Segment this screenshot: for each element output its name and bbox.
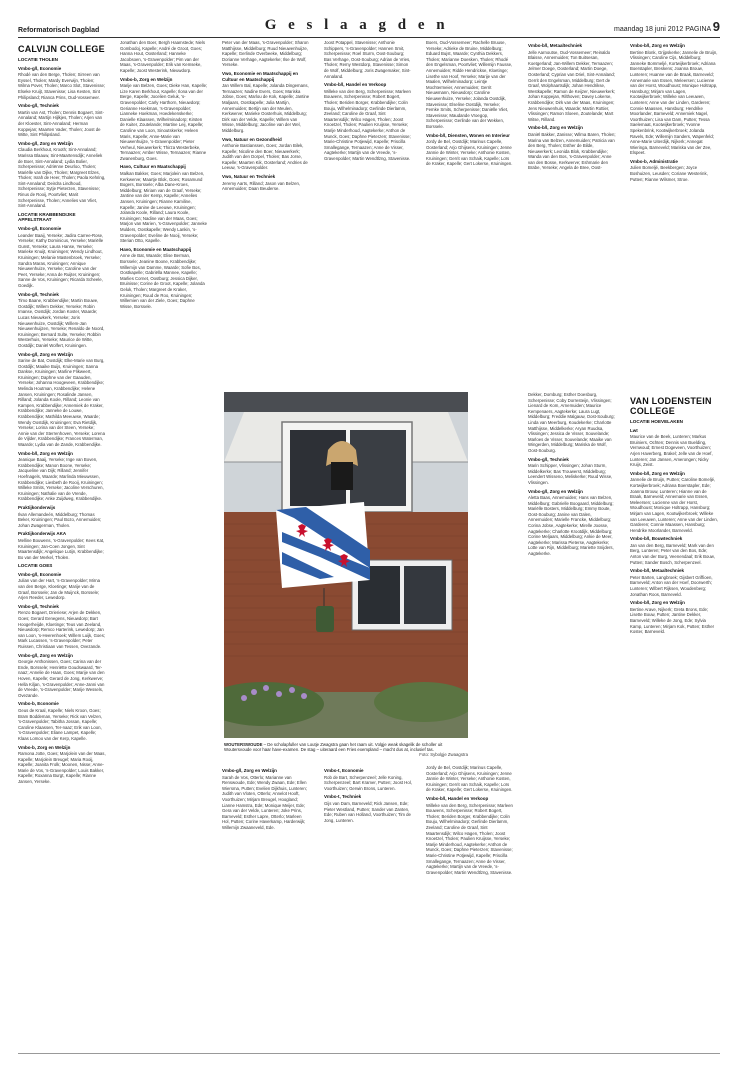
school-title-calvijn: CALVIJN COLLEGE [18, 44, 105, 54]
track-heading: Vmbo-b/l, Handel en Verkoop [426, 795, 489, 801]
track-heading: Vmbo-b/l, Metaaltechniek [630, 568, 685, 574]
name-list: Bertine Arave, Nijkerk; Greta Brons, Ede; Lisette Bouw, Putten; Jantine Dekker, Barneveld; Willeke de Jong, Ede; Sylvia Kamp, Lunteren; Mirjam Kok, Putten; Esther Koster, Barneveld. [630, 606, 715, 635]
name-list: Anne de Bat, Waarde; Elise Berman, Borssele; Jeanine Boone, Krabbendijke; Willemijn van Damme, Waarde; Sofie Bos, Oostkapelle; Gabriëlla Mannee, Kapelle; Marlies Cornet, Oostburg; Jessica Dijker, Bruinisse; Corine de Groot, Kapelle; Jolanda Geluk, Tholen; Margreet de Kraker, Kruiningen; Ruud de Roo, Kruiningen; Willemien van der Ziele, Goes; Daphne Wisse, Borssele. [120, 253, 205, 309]
column-6 [528, 40, 616, 385]
name-list: Julian van der Hart, 's-Gravenpolder; Mirna van den Berge, Kloetinge; Marije van de Graaf, Borssele; Jan de Muijnck, Borssele; Arjen Reeder, Lewedorp. [18, 578, 101, 601]
track-heading: Vmbo-g/l, Techniek [18, 603, 59, 609]
track-heading: Vmbo-g/l, Zorg en Welzijn [222, 768, 277, 773]
column-4 [324, 40, 412, 385]
track-heading: Vmbo-b/l, Handel en Verkoop [324, 82, 387, 88]
track-heading: Vmbo-b/l, Diensten, Wonen en Interieur [426, 132, 510, 138]
name-list: Anthonie Bastianssen, Goes; Jordan Bilek, Kapelle; Nicoline den Boer, Nieuwerkerk; Judith van den Dorpel, Tholen; Bas Jorse, Kapelle; Maarten Kik, Oosterland; Andries de Leeuw, 's-Gravenpolder. [222, 143, 308, 171]
name-list: Jeremy Aarts, Rilland; Jason van Belzen, Annemuiden; Daan Beuderse. [222, 180, 301, 192]
name-list: Jelle Aarnoutse, Oud-Vossemeer; Reinaldo Blaisse, Annemuiden; Ton Buitsesan, Koetgerland; Jan-Willem Dekker, Ternaazen; Jelmer Doege, Oosterland; Martin Doege, Oosterland; Cyprian van Driel, Sint-Annaland; Gerrit den Engelsman, Middelburg; Gert de Graaf, Wolphaartsdijk; Johan Hendrikse, Westkapelle; Ramon de Keijzer, Nieuwerkerk; Johan Koppejan, Rilthoven; Davey Lokerse, Krabbendijke; Dirk van der Maas, Kruiningen; Jens Nieuwenhuis, Waarde; Martin Rottier, Vlissingen; Ramon Sloeen, Zoutelande; Mart Witse, Rilland. [528, 49, 616, 122]
name-list: Dekker, Domburg; Esther Doesburg, Scherpenisse; Coby Dorresteijn, Vlissingen; Lienard de Kom, Arnemuiden; Maurice Kempenaers, Aagtekerke; Laura Lugt, Middelburg; Freddie Malgauw, Oost-Souburg; Linda van Meerburg, Koudekerke; Charlotte Matthijsse, Middelkerke; Aryan Ruudsa, Vlissingen; Jessica de Visser, Souvelande; Marloes de Visser, Souvelande; Maaike van Wingerden, Middelburg; Mariska de Wolf, Oost-Souburg. [528, 392, 615, 453]
name-list: Claudia Berkhout, Krooth; Sint-Annaland; Marissa Blaauw, Sint-Maartensdijk; Anneliek de Boer, Sint-Annaland; Lydia Bolier, Scherpenisse; Adriënne Deurloo, Tholen; Mariëlle van Dijke, Tholen; Margreet Elzes, Tholen; Israh de Heer, Tholen; Paola Kehring, Sint-Annaland; Deirdra Lindhoud, Scherpenisse; Sytje Pieterzen, Stavenisse; Rinus de Rooij, Poortvliet; Marit Scherpenisse, Tholen; Annelies van Vliet, Sint-Annaland. [18, 147, 106, 209]
name-list: Melline Bouwens, 's-Gravenpolder; Kees Kat, Kruiningen; Jan-Coen Jongen, Sint Maartensdijk; Angelique Lutijn, Krabbendijke; Bo van der Merkel, Tholen. [18, 537, 105, 560]
page-date [614, 19, 720, 34]
photo-credit: Foto: Sybolgje Zwaagstra [419, 752, 468, 758]
column-3b [222, 765, 310, 1050]
column-3 [222, 40, 310, 385]
track-heading: Vwo, Economie en Maatschappij en Cultuur en Maatschappij [222, 70, 299, 82]
name-list: Julien Bomeljé, Beekbergen; Joyce Boshuizen, Leusden; Coriane Westerink, Putten; Rianne Wilsmer, Stroe. [630, 165, 708, 182]
track-heading: Vmbo-b/l, Metaaltechniek [528, 43, 583, 48]
date-text: maandag 18 juni 2012 PAGINA [614, 26, 711, 33]
name-list: Jannelie de Bruijn, Putten; Caroline Bomeljé, Kortwijkerbroek; Adriana Boerstapler, Ede; Joanna Brouw, Lunteren; Hianne van de Braak, Barneveld; Annemarie van Essen, Meleersen; Lucienne van der Horst, Woudhoust; Monique Holtrapp, Hansburg; Mirjam van Lagen, Kootwijkerbroek; Willeke van Leeuwen, Lunteren; Anne van der Linden, Garderen; Connie Maassen, Hansburg; Hendrike Moorlander, Barneveld. [630, 477, 718, 533]
name-list: Maurice van de Beek, Lunteren; Markus Bruiniers, Ochten; Dennis van Buelding, Vernwoud; Ernest Dogeveen, Voorthuizen; Arjen Haverberg, Brakel; Jelle van de Hoef, Lunteren; Jan Jansen, Amerongen; Nicky Kruijs, Zeist. [630, 434, 713, 468]
track-heading: Vmbo-b, Administratie [630, 158, 678, 164]
name-list: Sarine de Bat, Oostdijk; Elke-Marie van Burg, Oostdijk; Maaike Buijs, Kruiningen; Sanna Dankse, Kruiningen; Marline Flikweert, Kruiningen; Daphne van der Gaauden, Yerseke; Johanna Hoogeveen, Krabbendijke; Melinda Houtman, Krabbendijke; Helene Jansen, Kruiningen; Rosalinde Jansen, Rilland; Jolanda Koole, Rilland; Leonie van Kampen, Krabbendijke; Annemiek de Kraker, Krabbendijke; Janneke de Louwe, Krabbendijke; Mathilda Meeuwse, Waarde; Wendy Oostdijk, Kruiningen; Eva Rietdijk, Yerseke; Lorina van der Steen, Yerseke; Annie van der Sterrenhoven, Yerseke; Lorena de Vijlder, Krabbendijke; Frances Waterman, Waarde; Lydia van de Zande, Krabbendijke. [18, 358, 105, 447]
name-list: Willeke van den Berg, Scherpenisse; Marleen Bouwens, Scherpenisse; Robert Bogert, Tholen; Beriden Borger, Krabbendijke; Colin Bouju, Wilhelminadorp; Gerlinde Dierlamm, Zeeland; Caroline de Graaf, Sint Maartensdijk; Wilco Hagen, Tholen; Joost Knoetzel, Tholen; Paulien Kruijsse, Yerseke; Marije Minderhoud, Aagtekerke; Anthon de Munck, Goes; Daphne Pieterzen; Stavenisse; Marie-Christine Potjewijd, Kapelle; Priscilla Smallegange, Ternaazen; Anne de Visser, Aagtekerke; Martijn van de Vreede, 's-Gravenpolder; Martin Wendtlzng, Stavenisse. [324, 88, 411, 161]
track-heading: Lwt [630, 427, 638, 433]
publication-name: Reformatorisch Dagblad [18, 27, 100, 34]
column-4b [324, 765, 412, 1050]
name-list: Peter Barten, Langbroek; Gijsbert Griffioen, Barneveld; Anton van der Hoef, Doorwerth; Lunteren; Wilbert Rijksen, Woudenberg; Jonathan Roos, Barneveld. [630, 574, 713, 597]
track-heading: Vwo, Natuur en Techniek [222, 174, 276, 180]
name-list: Rhodé van den Berge, Tholen; Sirreen van Eyssel, Tholen; Mardy Everwijn, Tholen; Wilma Pover, Tholen; Marco Slot, Stavenisse; Elseke Kruijt, Stavenisse; Lisa Kesten, Sint Philipsland; Rianca Prins, Oud-Vossemeer. [18, 72, 106, 100]
name-list: Jeanique Baaij, Yerseke; Inge van Boven, Krabbendijke; Manon Boone, Yerseke; Jacqueline van Dijk; Rilland; Jennifer Hoefnagels, Waarde; Marlinda Mieuwssen, Krabbendijke; Liesbeth de Rooij, Kruiningen; Willeke Smits, Yerseke; Jacoline Verschuren, Kruiningen; Nathalie van de Vrende, Krabbendijke; Anke Zuijdweg, Krabbendijke. [18, 457, 104, 502]
section-title: G e s l a a g d e n [264, 17, 449, 33]
name-list: Sarah de Vos, Otterlo; Marianne van Renswoude, Ede; Wendy Zwaan, Ede; Ellen Wiersma, Putten; Evelien Dijkhuis, Lunteren; Judith van Vloten, Otterlo; Annelot Hooft, Voorthuizen; Mirjam Breugel, Hoogland; Lianne Hamstra, Ede; Monique Meijer, Ede; Gera van der Velde, Lunteren; Joke Prins, Barneveld; Esther Lapre, Otterlo; Marleen Hol, Putten; Corine Haverkamp, Harderwijk; Willemijn Zwaaneveld, Ede. [222, 774, 308, 830]
photo-graduate-window [224, 392, 468, 738]
track-heading: Vmbo-b/l, Bouwtechniek [630, 536, 683, 542]
location-heading: LOCATIE HOEVELAKEN [630, 419, 684, 424]
location-heading: LOCATIE GOES [18, 563, 53, 569]
frisian-flag [276, 502, 370, 588]
track-heading: Havo, Cultuur en Maatschappij [120, 164, 186, 170]
name-list: Bertine Blonk, Grijpskerke; Jannelie de Bruijn, Vlissingen; Caroline Cijs, Middelburg; Janneke Bommeljé, Kortwijkerbroek; Adriana Boerstapler, Breskens; Joanna Brouw, Lunteren; Huanne van de Braak, Barneveld; Annemarie van Essen, Meleersen; Lucienne van der Horst, Woudhoust; Monique Holtrapp, Hansburg; Mirjam van Lagen, Kootwijkerbroek; Willeke van Leeuwen, Lunteren; Anne van der Linden, Garderen; Connie Maassen, Hansburg; Hendrike Moorlander, Barneveld; Annemiek Nagel, Voorthuizen; Lisa van Dam, Putten; Tessa Saelemaat, Kootwijkerbroek; Yvonne Spekenbrink, Kootwijkerbroek; Jolanda Ravels, Ede; Willemijn Sanders, Wapenfeld; Anne-Marie Uiterdijk, Nijkerk; Annegat Wieringa, Barneveld; Mariska van der Zee, Elspeet. [630, 49, 718, 156]
track-heading: Vmbo-g/l, Economie [18, 65, 62, 71]
column-7 [528, 392, 616, 1050]
name-list: Malkan Bakker, Goes; Marjolein van Belzen, Kerkwerve; Maartje Blok, Goes; Rosamund Bogers, Borssele; Alba Dane-Kroes, Middelburg; Miriam van de Graaf, Yerseke; Jantine van der Kemp, Kapelle; Annelies Jansen, Kruiningen; Rianne Kamiline, Kapelle; Janine de Leeuwe, Kruiningen; Jolanda Koole, Rilland; Laura Koole, Kruiningen; Nadine van der Maas, Goes; Marjon van Marien, 's-Gravenpolder; Janneke Mulders, Oostkapelle; Wendy Lankin, 's-Gravenpolder; Eveline de Nooij, Yerseke; Sterian Otto, Kapelle. [120, 171, 208, 244]
name-list: Jordy de Bel, Oostdijk; Marinus Capelle, Oosterland; Arjo Ghijsens, Kruiningen; Jenne Jannie de Winter, Yerseke; Anthonie Kosten, Kruiningen; Gerrit van Schaik, Kapelle; Loïs de Kraker, Kapelle; Gert Lokerse, Kruiningen. [426, 765, 513, 793]
track-heading: Vmbo-g/l, Techniek [528, 456, 569, 462]
name-list: Rob de Bart, Scherpenzeel; Jelle Koning, Scherpenzeel; Bart Kramer, Putten; Joost Hol, Voorthuizen; Gerwin Brons, Lunteren. [324, 774, 412, 791]
column-5b [426, 765, 514, 1050]
caption-label: WOUTERSWOUDE [224, 742, 263, 747]
name-list: Willeke van den Berg, Scherpenisse; Marleen Bouwens, Scherpenisse; Robert Bogert, Tholen; Beriden Borger, Krabbendijke; Colin Bouju, Wilhelminadorp; Gerlinde Dierlamm, Zeeland; Caroline de Graaf, Sint Maartensdijk; Wilco Hagen, Tholen; Joost Knoetzel, Tholen; Paulien Kruijsse, Yerseke; Marije Minderhoud, Aagtekerke; Anthon de Munck, Goes; Daphne Pieterzen; Stavenisse; Marie-Christine Potjewijd, Kapelle; Priscilla Smallegange, Ternaazen; Anne de Visser, Aagtekerke; Martijn van de Vreede, 's-Gravenpolder; Martin Wendtlzng, Stavenisse. [426, 802, 513, 875]
name-list: Marin Schipper, Vlissingen; Johan Sturm, Middelkerke; Bas Trouwerst, Middelburg; Leendert Wisseno, Meliskerke; Ruud Wisse, Vlissingen. [528, 463, 613, 485]
page-number: 9 [712, 19, 720, 34]
photo-caption [224, 742, 468, 758]
column-8b [630, 392, 718, 1050]
track-heading: Praktijkonderwijs [18, 504, 56, 510]
column-5 [426, 40, 514, 385]
track-heading: Vmbo-b/l, Zorg en Welzijn [528, 125, 583, 131]
name-list: Jan van den Berg, Barneveld; Mark van den Berg, Lunteren; Peter van den Bos, Ede; Anton van der Burg, Veenendaal; Erik Bouw, Putten; Sander Bosch, Scherpenzeel. [630, 542, 715, 565]
name-list: Jan Willem Bal, Kapelle; Jolanda Dingemans, Ternaazen; Nadine Evers, Goes; Mariska Jobse, Goes; Marlou de Kok, Kapelle; Jantine Maljaars, Oostkapelle; Julia Martijn, Annemuiden; Bertijn van der Meulen, Kerkwerve; Marieke Oosterhuis, Middelburg; Dirk van der Velde, Kapelle; Willem van Wisse, Middelburg; Jacoline van der Wel, Middelburg. [222, 83, 310, 133]
name-list: Timo Baane, Krabbendijke; Martin Bouwe, Oostdijk; Willem Dekker, Yerseke; Robin Imanse, Oostdijk; Jordan Koster, Waarde; Lucas Nieuwkerk, Yerseke; Joris Nieuwenhuize, Oostdijk; Willem-Jan Nieuwenhuijzen, Yerseke; Renaldo de Noord, Kruiningen; Bernard Sulte, Yerseke; Robbin Westerhuis, Yerseke; Maurice de Witte, Oostdijk; Daniël Wolfert, Kruiningen. [18, 298, 105, 348]
name-list: Jordy de Bel, Oostdijk; Marinus Capelle, Oosterland; Arjo Ghijsens, Kruiningen; Jenne Jannie de Winter, Yerseke; Anthonie Kosten, Kruiningen; Gerrit van Schaik, Kapelle; Loïs de Kraker, Kapelle; Gert Lokerse, Kruiningen. [426, 139, 513, 167]
track-heading: Havo, Economie en Maatschappij [120, 246, 192, 252]
name-list: Renzo Bogaert, Drieriese; Arjen de Dekken, Goes; Gerard Eenegens, Nieuwdorp; Bart Hoogerheijde, Kloetinge; Teus van Zeeland, Nieuwdorp; Remco Harterink, Lewedorp; Jan van Loon, 's-Heerenhoek; Willem Luijk, Goes; Mark Lucassen, 's-Gravenpolder; Peter Ruissen, Christiaan van Tessen, Ovezande. [18, 610, 106, 649]
track-heading: Vmbo-b/l, Zorg en Welzijn [18, 450, 73, 456]
name-list: Joost Potappel, Stavenisse; Anthonie Schippers, 's-Gravenpolder; Hannen Smit, Scherpenisse; Roel Sturm, Oost-Souburg; Bas Verhage, Oost-Souburg; Adrian de Vries, Tholen; Remy Westdorp, Stavenisse; Simon de Wolf, Middelburg; Joris Zwagemaker, Sint-Annaland. [324, 40, 411, 79]
name-list: Marije van Belzen, Goes; Dieke Han, Kapelle; Lize Karen Berkhout, Kapelle; Ilona van der Berge, Kapelle; Jocelien Geluk, 's-Gravenpolder; Carly Harthorn, Nieuwdorp; Gerianne Hoekman, 's-Gravenpolder; Lianneke Hoekman, Hoedekenskerke; Danielle Klaassen, Wilhelminadorp; Kirsten de Kuiter, Zoutelande; Martine Leij, Kapelle; Caroline van Loon, Sinoutskerke; Heleen Maris, Kapelle; Anne-Marie van Nieuwenhuijze, 's-Gravenpolder; Pieter Verheul, Nieuwerkerk; Thirza Westerbeke, Ternaazen; Amber Wisse, Ternaazen; Rianne Zwanenburg, Goes. [120, 83, 208, 161]
track-heading: Vmbo-t, Economie [324, 768, 364, 773]
track-heading: Vmbo-b/l, Zorg en Welzijn [630, 470, 685, 476]
track-heading: Vmbo-g/l, Economie [18, 226, 62, 232]
name-list: Aletta Baas, Annemuiden; Hans van Belzen, Middelburg; Gabrielle Boogaard, Middelburg; Mariëlle Bosters, Middelburg; Emmy Boute, Oost-Souburg; Janine van Dalen, Annemuiden; Marielle Francke, Middelburg; Corina Jobse, Aagtekerke; Mirelle Joosse, Aagtekerke; Charlotte Krootdijk, Middelburg; Corine Meljaars, Middelburg; Ankie de Meer, Aagtekerke; Marissa Pieterse, Aagtekerke; Lotte van Rijn, Middelburg; Mariette Snijders, Aagtekerke. [528, 495, 614, 557]
track-heading: Praktijkonderwijs AKA [18, 531, 67, 537]
name-list: Martin van Ast, Tholen; Dennis Bogaert, Sint-Annaland; Martijn Hijlkjes, Tholen; Arjen van der Kloester, Sint-Annaland; Herman Koppejan; Maarten Vader, Tholen; Joost de Witte, Sint Philipsland. [18, 109, 104, 138]
name-list: Leander Baaij, Yerseke; Jadira Carree-Rose, Yerseke; Kathy Dominicus, Yerseke; Mariëlle Gunst, Yerseke; Laura Hanse, Yerseke; Marieke Knuijt, Kruiningen; Wendy Lindhout, Kruiningen; Melanie Mastenbroek, Yerseke; Sandra Maras, Kruiningen; Annique Nieuwenhuize, Yerseke; Caroline van der Peet, Yerseke; Anna de Ruijter, Kruiningen; Sanne de Vos, Kruiningen; Ricarda Scheele, Goedijk. [18, 232, 104, 288]
name-list: Gijs van Dam, Barneveld; Rick Jansen, Ede; Pieter Westland, Putten; Sander van Zanten, Ede; Ruben van Holland, Voorthuizen; Tim de Jong, Lunteren. [324, 800, 411, 823]
name-list: Georgie Anthonissen, Goes; Carina van der Ende, Borssele; Henriëtte Goudswaard, Ter-naaz; Annelie de Haan, Goes; Marije van den Hoven, Kapelle; Gerard de Jong, Kerkwerve; Hella Kiljan, 's-Gravenpolder; Anne-Janni van de Vreede, 's-Gravenpolder; Marije Wessels, Ovezande. [18, 659, 105, 698]
school-title-lodenstein: VAN LODENSTEIN COLLEGE [630, 396, 712, 416]
name-list: Geus de Kraal, Kapelle; Niels Kroon, Goes; Bram Boddeman, Yerseke; Rick van Velzen, 's-Gravenpolder; Tabitha Jossan, Kapelle; Caroline Klaassen, Ter-naaz; Erik van Loon, 's-Gravenpolder; Eliane Lampet, Kapelle; Klaas Lomoo van der Kerp, Kapelle. [18, 707, 103, 741]
name-list: Boers, Oud-Vossemeer; Rachelle Bruuse, Yerseke; Adrieke de Bruine, Middelburg; Eduard Bujst, Waarde; Cynthia Dekkers, Tholen; Marianne Doesken, Tholen; Rhodé den Engelsman, Poortvliet; Willemijn Fausse, Annemuiden; Ridde Hendrickse, Kloetinge; Lisethe van Hoof, Yerseke; Marije van der Maalen, Wilhelminadorp; Leintje Mochtermeier, Annemuiden; Gerrit Nieuwmann, Nieuwdorp; Caroline Nieuwenhuize, Yerseke; Jolanda Oostdijk, Stavenisse; Elseline Oostdijk, Yerseke; Femke Smits, Scherpenisse; Daniëlle Vliet, Stavenisse; Maudande Vroegop, Scherpenisse; Gerlinde van der Wekken, Borssele. [426, 40, 513, 129]
track-heading: Vmbo-b, Zorg en Welzijn [18, 744, 71, 750]
track-heading: Vmbo-g/l, Zorg en Welzijn [18, 140, 73, 146]
track-heading: Vmbo-b/l, Zorg en Welzijn [630, 600, 685, 606]
column-1 [18, 40, 106, 1050]
track-heading: Vmbo-g/l, Zorg en Welzijn [528, 488, 583, 494]
track-heading: Vmbo-b, Zorg en Welzijn [120, 76, 173, 82]
name-list: Peter van der Maas, 's-Gravenpolder; Sharon Matthijsse, Middelburg; Ruud Nieuwenhuijze, Kapelle; Gerlinde Overbeeke, Middelburg; Dorianne Verhage, Aagtekerke; Ilse de Wolf, Yerseke. [222, 40, 309, 68]
track-heading: Vmbo-g/l, Techniek [18, 291, 59, 297]
track-heading: Vmbo-g/l, Zorg en Welzijn [18, 652, 73, 658]
name-list: Daniël Bakker, Zanisse; Wilma Baren, Tholen; Marina van Belzen, Annemuiden; Patricia van den Berg, Tholen; Esther de Bilde, Nieuwerkerk; Leonida Blok, Krabbendijke; Wanda van den Bos, 's-Gravenpolder; Anne van den Bosse, Kerkwerve; Eshmarie den Brabe, Yerseke; Angela de Bree, Oost- [528, 131, 616, 171]
track-heading: Vwo, Natuur en Gezondheid [222, 136, 282, 142]
name-list: Jonathan den Boer, Bergh Haamstede; Niels Gombodoj, Kapelle; André de Groot, Goes; Hanna Hout, Oosterland; Hanneke Jacobsoen, 's-Gravenpolder; Pim van der Maas, 's-Gravenpolder; Erik van Kemseke, Kapelle; Joost Westerink, Nieuwdorp. [120, 40, 206, 73]
name-list: Ilvan Allemandeén, Middelburg; Thomas Beker, Kruiningen; Paul Bozo, Annemuiden; Johan Zwagerman, Tholen. [18, 511, 102, 528]
caption-text: – De scholapfuller van Loutje Zwagstra gaan het raam uit. Volgje weak skagelik de scholler uit Woutersvoude voor haar have-examen. De stag – uiteraard een Fries exempland – macht dus at, inclusief tas. [224, 742, 443, 753]
location-heading: LOCATIE THOLEN [18, 57, 58, 62]
house-flag-illustration [224, 392, 468, 738]
track-heading: Vmbo-b, Economie [18, 701, 59, 707]
track-heading: Vmbo-g/l, Economie [18, 571, 62, 577]
page-footer [18, 1053, 720, 1062]
column-8 [630, 40, 718, 385]
column-2 [120, 40, 208, 1050]
track-heading: Vmbo-g/l, Zorg en Welzijn [18, 351, 73, 357]
location-heading: LOCATIE KRABBENDIJKE APPELSTRAAT [18, 211, 76, 223]
page-header [18, 10, 720, 38]
name-list: Ramona Jotte, Goes; Marjolein van der Maas, Kapelle; Marjolein Breugel; Maria Rooij, Kapelle; Joanita Frolk; Moonen, Nisse; Anne-Marie de Vos, 's-Gravenpolder; Louis Bakker, Kapelle; Roxanna Burgt, Kapelle; Rianne Jansen, Yerseke. [18, 751, 106, 785]
track-heading: Vmbo-b/l, Zorg en Welzijn [630, 43, 685, 48]
track-heading: Vmbo-t, Techniek [324, 794, 362, 800]
track-heading: Vmbo-g/l, Techniek [18, 103, 59, 109]
